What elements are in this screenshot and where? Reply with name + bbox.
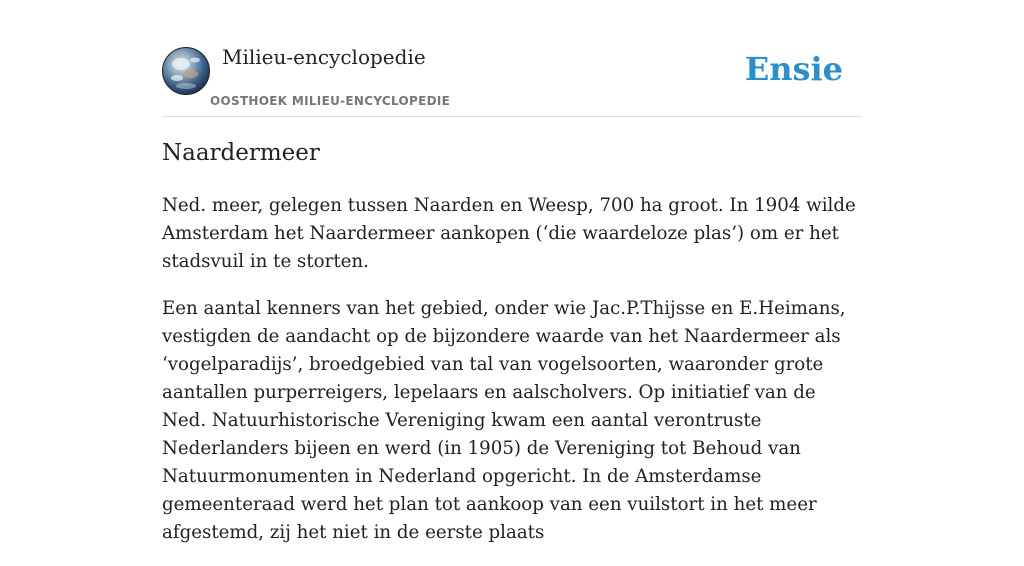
site-subtitle: OOSTHOEK MILIEU-ENCYCLOPEDIE [210,94,451,108]
brand-logo-link[interactable]: Ensie [744,50,843,88]
entry-body [162,192,862,566]
site-header [162,0,862,117]
entry-title: Naardermeer [162,140,320,166]
earth-globe-icon[interactable] [162,47,210,95]
site-title[interactable]: Milieu-encyclopedie [222,45,426,69]
page-container [162,0,862,543]
entry-paragraph: Een aantal kenners van het gebied, onder wie Jac.P.Thijsse en E.Heimans, vestigden de aandacht op de bijzondere waarde van het Naardermeer als ‘vogelparadijs’, broedgebied van tal van vogelsoorten, waaronder grote aantallen purperreigers, lepelaars en aalscholvers. Op initiatief van de Ned. Natuurhistorische Vereniging kwam een aantal verontruste Nederlanders bijeen en werd (in 1905) de Vereniging tot Behoud van Natuurmonumenten in Nederland opgericht. In de Amsterdamse gemeenteraad werd het plan tot aankoop van een vuilstort in het meer afgestemd, zij het niet in de eerste plaats [162,298,846,543]
entry-paragraph: Ned. meer, gelegen tussen Naarden en Weesp, 700 ha groot. In 1904 wilde Amsterdam het Naardermeer aankopen (‘die waardeloze plas’) om er het stadsvuil in te storten. [162,195,856,272]
